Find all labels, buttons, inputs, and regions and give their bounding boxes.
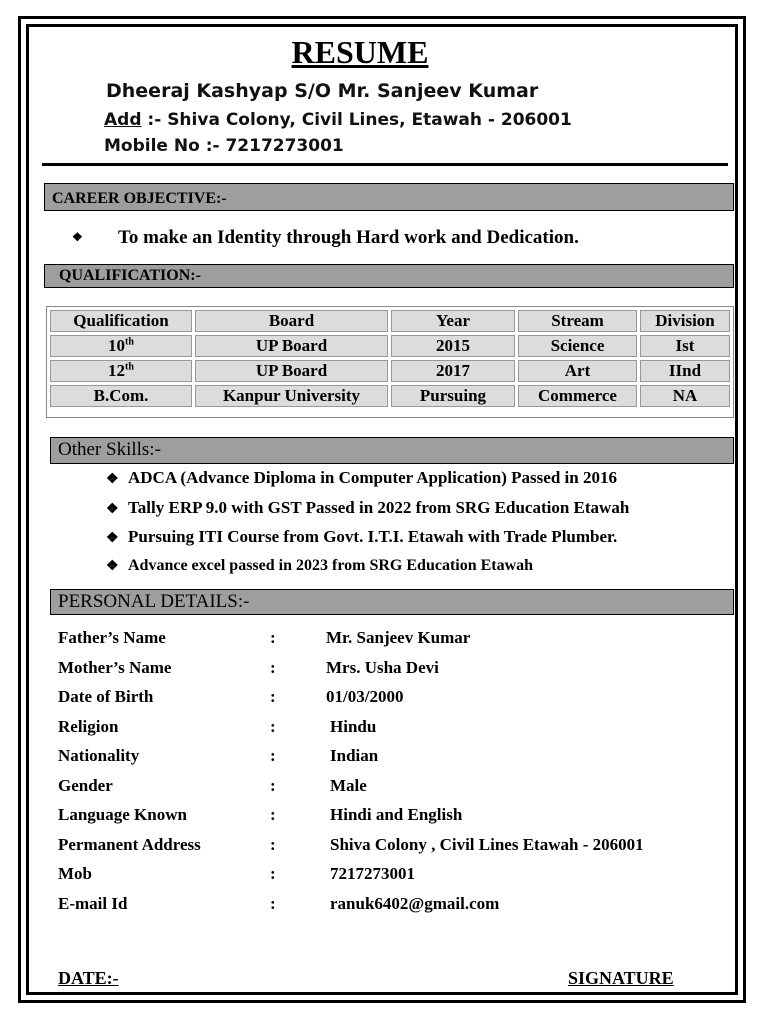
detail-label: Permanent Address xyxy=(58,834,201,854)
table-cell-board: UP Board xyxy=(195,335,388,357)
list-item: ❖ Advance excel passed in 2023 from SRG Education Etawah xyxy=(106,556,534,574)
table-row xyxy=(50,360,730,382)
table-cell-year: 2015 xyxy=(391,335,515,357)
career-objective-heading: CAREER OBJECTIVE:- xyxy=(44,183,734,211)
table-cell-qualification: 12th xyxy=(50,360,192,382)
detail-separator: : xyxy=(270,628,276,647)
detail-separator: : xyxy=(270,746,276,765)
detail-separator: : xyxy=(270,775,276,795)
detail-label: Mother’s Name xyxy=(58,657,172,677)
detail-label: E-mail Id xyxy=(58,893,128,913)
diamond-bullet-icon: ❖ xyxy=(106,531,119,546)
column-header: Qualification xyxy=(50,310,192,332)
detail-separator: : xyxy=(270,893,276,913)
skills-list xyxy=(106,468,629,586)
column-header: Stream xyxy=(518,310,637,332)
address-line xyxy=(104,110,572,130)
detail-value: Hindi and English xyxy=(330,805,463,824)
column-header: Division xyxy=(640,310,730,332)
detail-separator: : xyxy=(270,805,276,824)
candidate-name: Dheeraj Kashyap S/O Mr. Sanjeev Kumar xyxy=(106,80,539,102)
address-text: :- Shiva Colony, Civil Lines, Etawah - 206001 xyxy=(141,110,572,130)
list-item: ❖ Tally ERP 9.0 with GST Passed in 2022 from SRG Education Etawah xyxy=(106,497,630,517)
detail-separator: : xyxy=(270,657,276,677)
table-header-row xyxy=(50,310,730,332)
detail-value: Indian xyxy=(330,746,379,765)
mobile-line: Mobile No :- 7217273001 xyxy=(104,136,344,156)
detail-label: Date of Birth xyxy=(58,687,154,706)
table-cell-division: NA xyxy=(640,385,730,407)
objective-text: To make an Identity through Hard work and Dedication. xyxy=(118,227,579,248)
column-header: Board xyxy=(195,310,388,332)
table-cell-board: Kanpur University xyxy=(195,385,388,407)
table-row xyxy=(50,335,730,357)
detail-label: Religion xyxy=(58,716,119,736)
qualification-heading: QUALIFICATION:- xyxy=(44,264,734,288)
detail-label: Nationality xyxy=(58,746,140,765)
detail-value: Mrs. Usha Devi xyxy=(326,657,439,677)
resume-title: RESUME xyxy=(291,34,429,70)
detail-separator: : xyxy=(270,716,276,736)
list-item: ❖ ADCA (Advance Diploma in Computer Application) Passed in 2016 xyxy=(106,468,617,487)
detail-value: Shiva Colony , Civil Lines Etawah - 206001 xyxy=(330,834,644,854)
diamond-bullet-icon: ❖ xyxy=(106,501,119,517)
list-item: ❖ Pursuing ITI Course from Govt. I.T.I. Etawah with Trade Plumber. xyxy=(106,527,618,546)
table-cell-qualification: 10th xyxy=(50,335,192,357)
table-cell-stream: Art xyxy=(518,360,637,382)
table-cell-division: Ist xyxy=(640,335,730,357)
detail-label: Mob xyxy=(58,864,92,883)
header-divider xyxy=(42,163,728,166)
detail-label: Language Known xyxy=(58,805,187,824)
table-cell-board: UP Board xyxy=(195,360,388,382)
other-skills-heading: Other Skills:- xyxy=(50,437,734,464)
qualification-table xyxy=(46,306,734,418)
table-row xyxy=(50,385,730,407)
detail-value: Hindu xyxy=(330,716,377,736)
address-label: Add xyxy=(104,110,142,130)
column-header: Year xyxy=(391,310,515,332)
table-cell-division: IInd xyxy=(640,360,730,382)
detail-label: Gender xyxy=(58,775,113,795)
detail-separator: : xyxy=(270,864,276,883)
detail-value: 01/03/2000 xyxy=(326,687,404,706)
detail-value: Male xyxy=(330,775,367,795)
table-cell-qualification: B.Com. xyxy=(50,385,192,407)
table-cell-year: Pursuing xyxy=(391,385,515,407)
date-label: DATE:- xyxy=(58,968,119,988)
diamond-bullet-icon: ❖ xyxy=(106,472,119,487)
detail-separator: : xyxy=(270,687,276,706)
detail-value: ranuk6402@gmail.com xyxy=(330,893,500,913)
detail-label: Father’s Name xyxy=(58,628,166,647)
detail-value: Mr. Sanjeev Kumar xyxy=(326,628,471,647)
detail-separator: : xyxy=(270,834,276,854)
table-cell-stream: Commerce xyxy=(518,385,637,407)
diamond-bullet-icon: ❖ xyxy=(72,230,83,244)
diamond-bullet-icon: ❖ xyxy=(106,558,119,574)
detail-value: 7217273001 xyxy=(330,864,415,883)
signature-label: SIGNATURE xyxy=(568,968,674,988)
career-objective xyxy=(72,227,579,249)
table-cell-year: 2017 xyxy=(391,360,515,382)
personal-details-heading: PERSONAL DETAILS:- xyxy=(50,589,734,615)
table-cell-stream: Science xyxy=(518,335,637,357)
